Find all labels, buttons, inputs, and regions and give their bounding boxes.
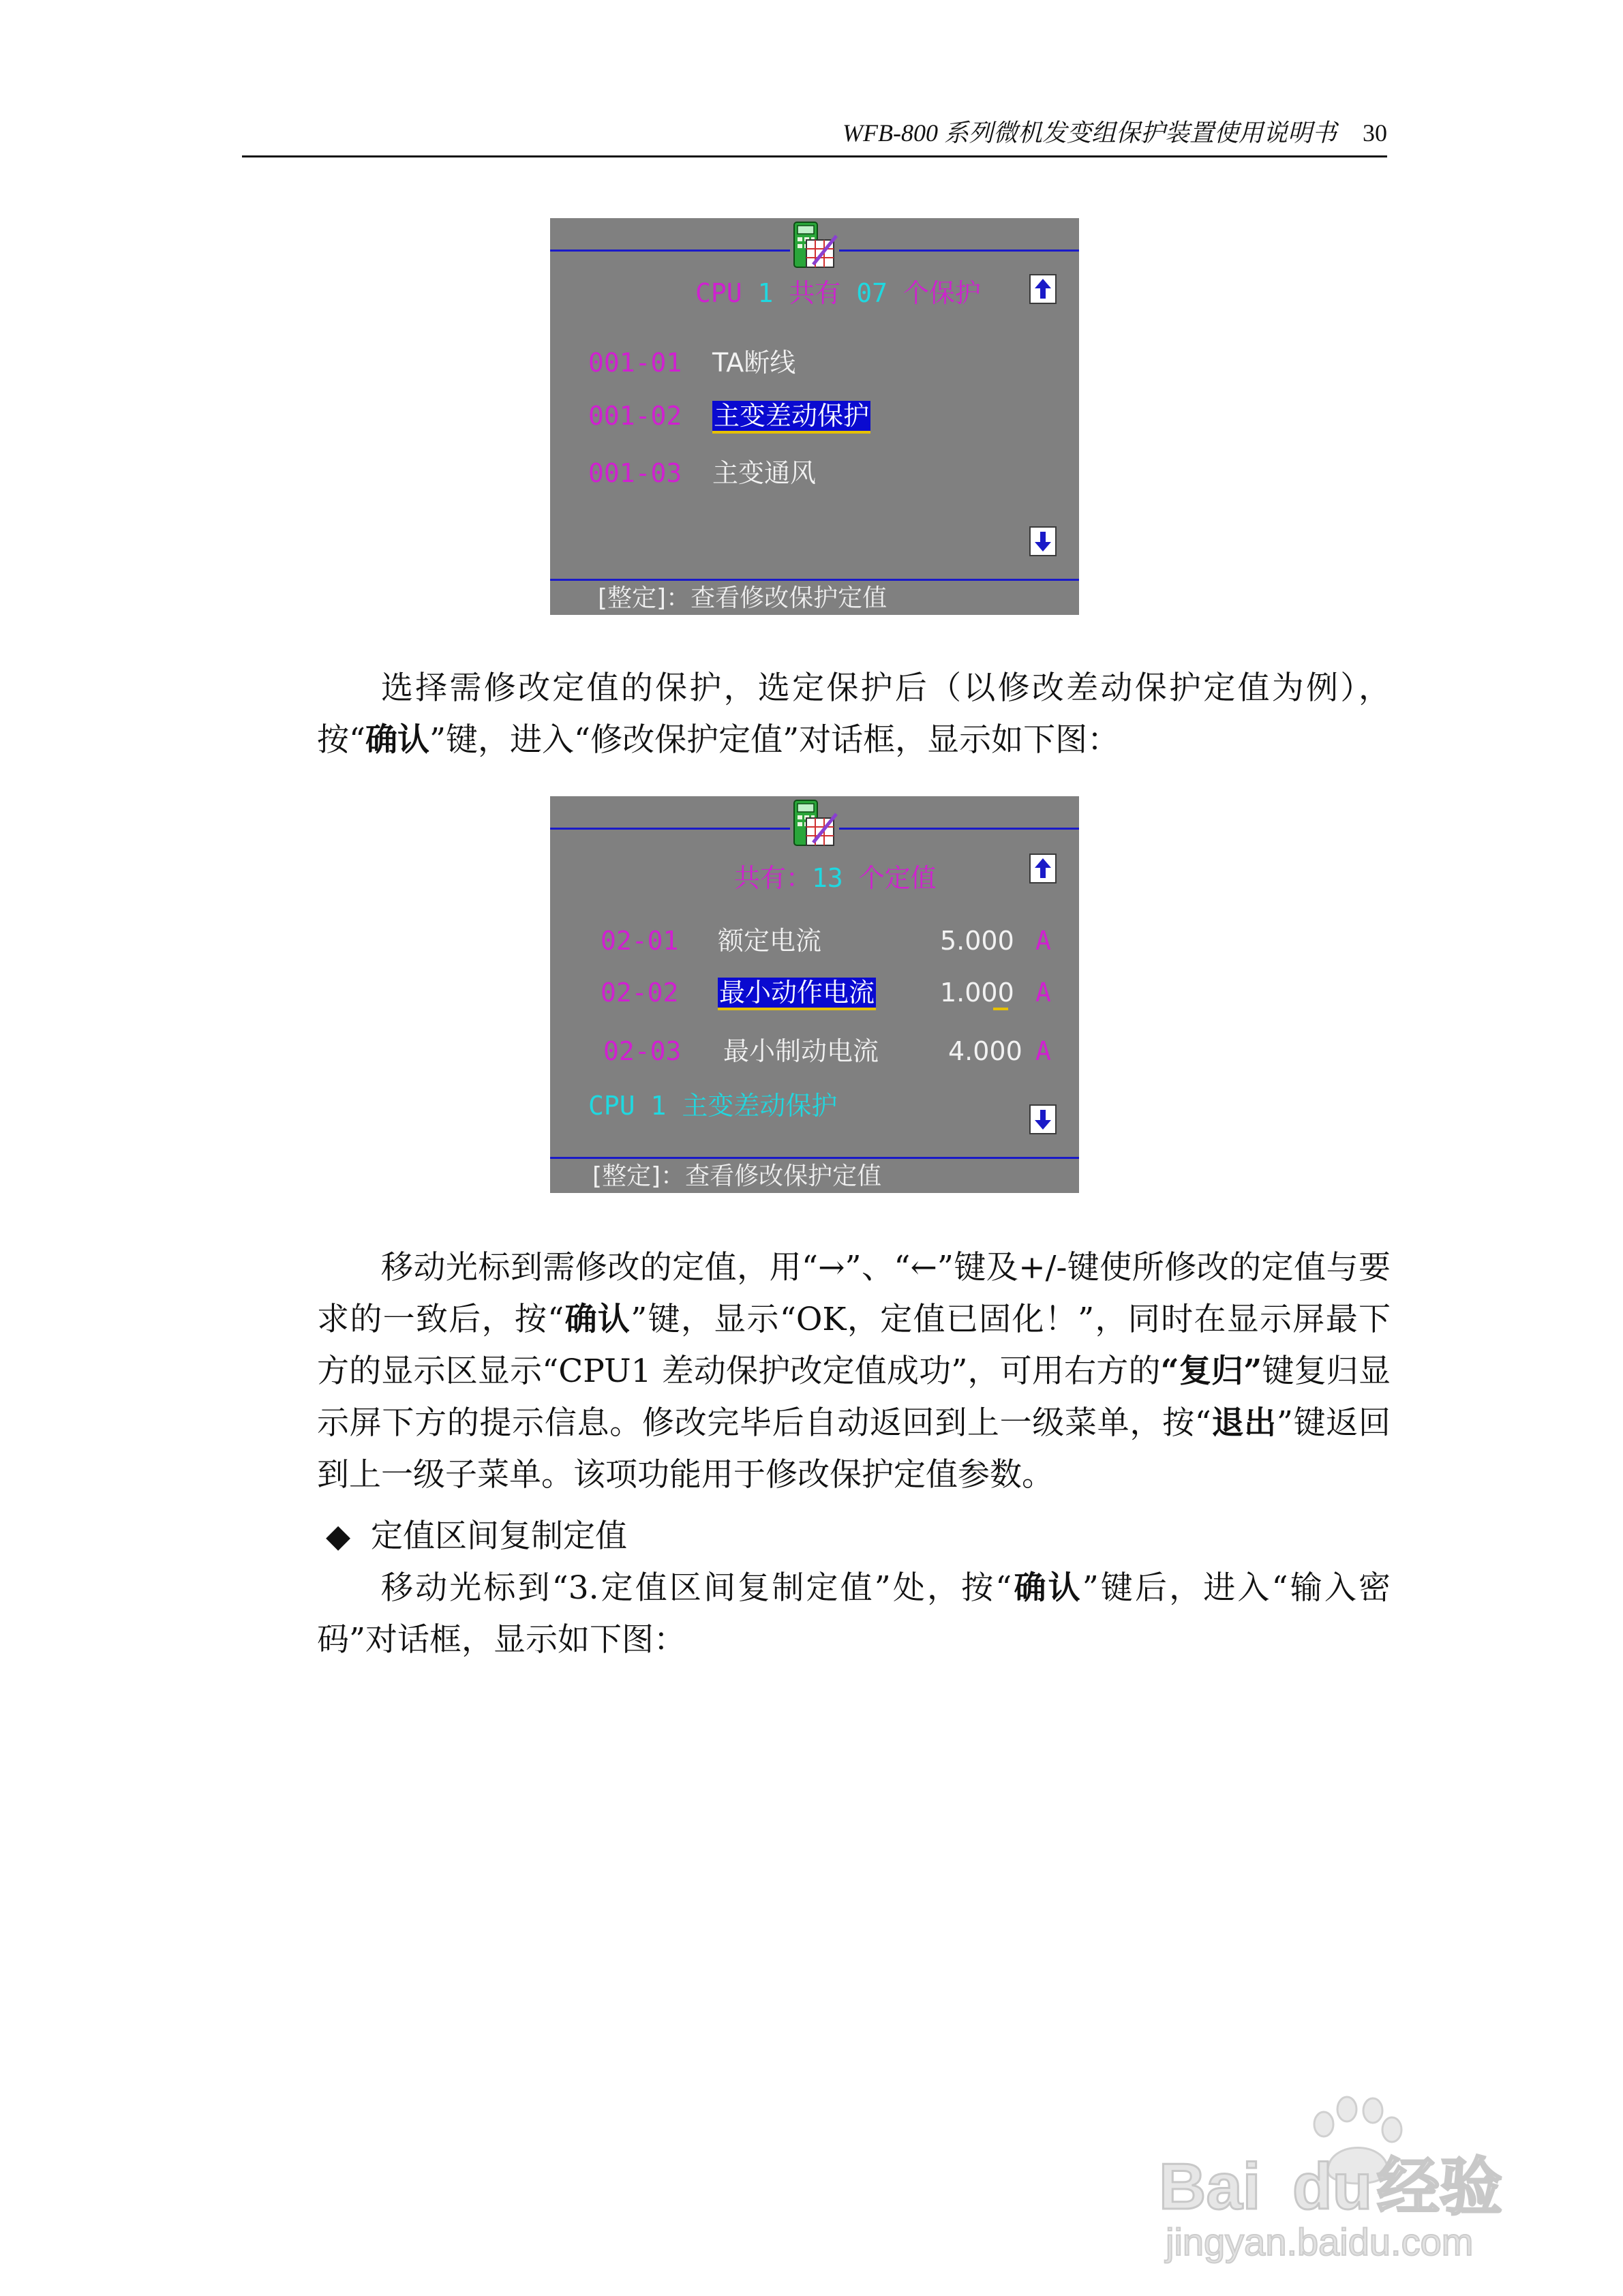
setting-code: 02-03 bbox=[603, 1036, 682, 1066]
status-bar: [整定]：查看修改保护定值 bbox=[598, 584, 888, 612]
setting-value-editing[interactable]: 1.000 bbox=[940, 978, 1014, 1008]
selected-protection-item[interactable]: 主变差动保护 bbox=[712, 401, 870, 431]
screen-bottom-line bbox=[550, 579, 1079, 581]
selected-setting-name[interactable]: 最小动作电流 bbox=[718, 978, 876, 1008]
svg-text:经验: 经验 bbox=[1377, 2151, 1503, 2224]
setting-name[interactable]: 最小制动电流 bbox=[723, 1036, 879, 1066]
device-screen-setting-values bbox=[550, 796, 1079, 1193]
setting-unit: A bbox=[1035, 978, 1051, 1008]
protection-code: 001-02 bbox=[588, 401, 682, 431]
setting-value[interactable]: 4.000 bbox=[948, 1036, 1022, 1066]
current-protection-label: CPU 1 主变差动保护 bbox=[588, 1091, 838, 1121]
settings-calculator-icon bbox=[790, 798, 839, 849]
screen-bottom-line bbox=[550, 1157, 1079, 1159]
setting-unit: A bbox=[1035, 926, 1051, 956]
settings-calculator-icon bbox=[790, 220, 839, 271]
protection-code: 001-03 bbox=[588, 458, 682, 488]
setting-code: 02-01 bbox=[601, 926, 679, 956]
paragraph-copy-setting: 移动光标到“3.定值区间复制定值”处，按“确认”键后，进入“输入密码”对话框，显示如下图： bbox=[317, 1569, 1391, 1659]
baidu-jingyan-watermark bbox=[1145, 2072, 1527, 2270]
setting-unit: A bbox=[1035, 1036, 1051, 1066]
paragraph-modify-setting: 移动光标到需修改的定值，用“→”、“←”键及+/-键使所修改的定值与要求的一致后，按“确认”键，显示“OK，定值已固化！”，同时在显示屏最下方的显示区显示“CPU1 差动保护改定值成功”，可用右方的“复归”键复归显示屏下方的提示信息。修改完毕后自动返回到上一级菜单，按“退出”键返回到上一级子菜单。该项功能用于修改保护定值参数。 bbox=[317, 1249, 1391, 1494]
scroll-down-arrow-icon[interactable] bbox=[1029, 1104, 1057, 1134]
section-heading: ◆ 定值区间复制定值 bbox=[326, 1517, 628, 1555]
device-screen-protection-list bbox=[550, 218, 1079, 615]
edit-cursor bbox=[993, 1008, 1008, 1010]
svg-text:jingyan.baidu.com: jingyan.baidu.com bbox=[1166, 2220, 1474, 2263]
page-header bbox=[242, 116, 1387, 157]
protection-item-label[interactable]: 主变通风 bbox=[712, 458, 817, 488]
setting-code: 02-02 bbox=[601, 978, 679, 1008]
setting-name[interactable]: 额定电流 bbox=[718, 926, 822, 956]
scroll-up-arrow-icon[interactable] bbox=[1029, 274, 1057, 304]
setting-count-heading: 共有：13 个定值 bbox=[734, 863, 937, 893]
svg-text:du: du bbox=[1292, 2150, 1373, 2223]
protection-code: 001-01 bbox=[588, 348, 682, 378]
scroll-up-arrow-icon[interactable] bbox=[1029, 854, 1057, 883]
scroll-down-arrow-icon[interactable] bbox=[1029, 526, 1057, 556]
svg-text:Bai: Bai bbox=[1159, 2150, 1261, 2223]
page-number: 30 bbox=[1363, 119, 1387, 147]
status-bar: [整定]：查看修改保护定值 bbox=[592, 1162, 882, 1190]
setting-value[interactable]: 5.000 bbox=[940, 926, 1014, 956]
protection-item-label[interactable]: TA断线 bbox=[712, 348, 796, 378]
paragraph-select-protection: 选择需修改定值的保护，选定保护后（以修改差动保护定值为例），按“确认”键，进入“修改保护定值”对话框，显示如下图： bbox=[317, 669, 1391, 759]
protection-count-heading: CPU 1 共有 07 个保护 bbox=[695, 278, 981, 308]
document-title: WFB-800 系列微机发变组保护装置使用说明书 bbox=[843, 119, 1337, 147]
